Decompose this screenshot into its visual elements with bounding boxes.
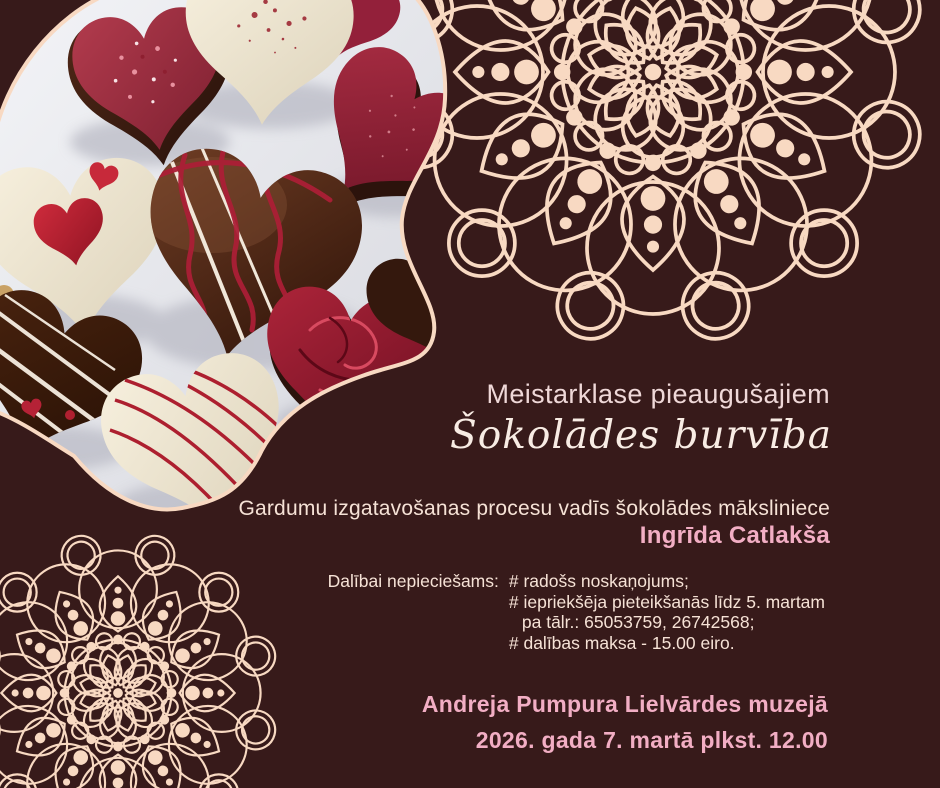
venue-name: Andreja Pumpura Lielvārdes muzejā <box>421 691 828 717</box>
event-title: Šokolādes burvība <box>450 413 832 458</box>
lead-text: Gardumu izgatavošanas procesu vadīs šokolādes māksliniece <box>238 497 830 520</box>
requirements-label: Dalībai nepieciešams: <box>327 571 499 591</box>
mandala-ornament-bottom-left <box>0 476 335 788</box>
event-subtitle: Meistarklase pieaugušajiem <box>486 379 830 409</box>
requirement-item-phone: pa tālr.: 65053759, 26742568; <box>521 612 755 632</box>
requirement-item: # iepriekšēja pieteikšanās līdz 5. martam <box>508 591 825 612</box>
requirement-item: # dalības maksa - 15.00 eiro. <box>508 632 735 653</box>
event-datetime: 2026. gada 7. martā plkst. 12.00 <box>475 727 828 753</box>
artist-name: Ingrīda Catlakša <box>639 522 830 549</box>
requirement-item: # radošs noskaņojums; <box>508 571 689 591</box>
